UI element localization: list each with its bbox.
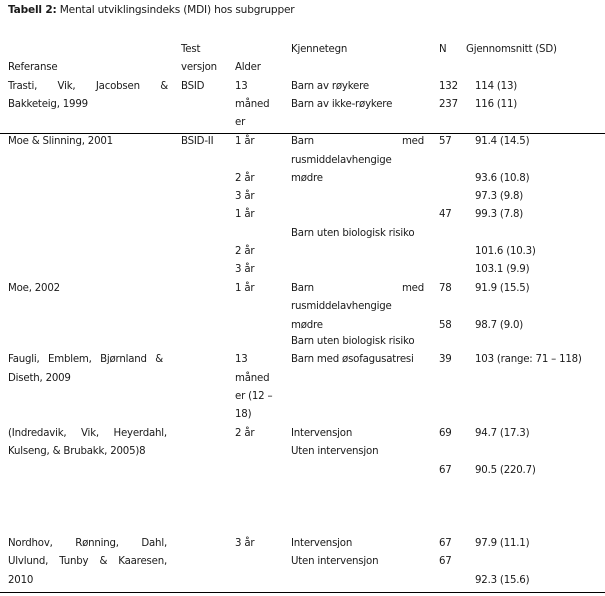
moe2001-alder-2: 2 år (235, 173, 255, 184)
ref-word: Dahl, (141, 538, 167, 549)
moe2001-alder-6: 3 år (235, 264, 255, 275)
moe2001-mean-1: 91.4 (14.5) (475, 136, 530, 147)
nordhov-kjennetegn-2: Uten intervensjon (291, 556, 379, 567)
nordhov-reference-line3: 2010 (8, 575, 34, 586)
ref-word: Heyerdahl, (113, 428, 167, 439)
indredavik-reference-line1 (8, 428, 167, 440)
trasti-mean-1: 114 (13) (475, 81, 517, 92)
indredavik-kjennetegn-2: Uten intervensjon (291, 446, 379, 457)
trasti-alder-2: måned (235, 99, 270, 110)
trasti-n-2: 237 (439, 99, 458, 110)
trasti-alder-3: er (235, 117, 246, 128)
moe2002-mean-1: 91.9 (15.5) (475, 283, 530, 294)
indredavik-n-2: 67 (439, 465, 452, 476)
trasti-alder-1: 13 (235, 81, 248, 92)
faugli-mean: 103 (range: 71 – 118) (475, 354, 582, 365)
ref-word: Rønning, (75, 538, 119, 549)
moe2001-mean-6: 103.1 (9.9) (475, 264, 530, 275)
moe2002-reference: Moe, 2002 (8, 283, 60, 294)
trasti-reference-line1 (8, 81, 168, 93)
moe2002-n-1: 78 (439, 283, 452, 294)
moe2002-kjennetegn-line3: mødre (291, 320, 323, 331)
ref-word: Vik, (81, 428, 99, 439)
ref-word: & (160, 81, 168, 92)
table-caption (8, 4, 294, 16)
ref-word: Vik, (57, 81, 76, 92)
moe2001-alder-1: 1 år (235, 136, 255, 147)
nordhov-n-1: 67 (439, 538, 452, 549)
faugli-alder-3: er (12 – (235, 391, 273, 402)
moe2001-alder-3: 3 år (235, 191, 255, 202)
moe2001-reference: Moe & Slinning, 2001 (8, 136, 113, 147)
moe2002-kjennetegn-line1 (291, 283, 424, 295)
indredavik-mean-2: 90.5 (220.7) (475, 465, 536, 476)
indredavik-kjennetegn-1: Intervensjon (291, 428, 353, 439)
faugli-alder-4: 18) (235, 409, 252, 420)
moe2001-alder-5: 2 år (235, 246, 255, 257)
kj-word: med (401, 283, 424, 294)
kj-word: Barn (291, 136, 314, 147)
indredavik-alder: 2 år (235, 428, 255, 439)
ref-word: Tunby (59, 556, 89, 567)
moe2001-mean-2: 93.6 (10.8) (475, 173, 530, 184)
ref-word: & (155, 354, 163, 365)
nordhov-n-2: 67 (439, 556, 452, 567)
trasti-reference-line2: Bakketeig, 1999 (8, 99, 88, 110)
moe2001-kjennetegn-line4: Barn uten biologisk risiko (291, 228, 415, 239)
faugli-reference-line1 (8, 354, 163, 366)
indredavik-n-1: 69 (439, 428, 452, 439)
trasti-n-1: 132 (439, 81, 458, 92)
moe2001-mean-4: 99.3 (7.8) (475, 209, 524, 220)
header-test-line1: Test (181, 44, 201, 55)
ref-word: Ulvlund, (8, 556, 49, 567)
moe2002-kjennetegn-line2: rusmiddelavhengige (291, 301, 392, 312)
header-referanse: Referanse (8, 62, 58, 73)
ref-word: & (99, 556, 108, 567)
indredavik-mean-1: 94.7 (17.3) (475, 428, 530, 439)
bottom-rule (0, 592, 605, 593)
moe2001-mean-3: 97.3 (9.8) (475, 191, 524, 202)
header-gjennomsnitt: Gjennomsnitt (SD) (466, 44, 557, 55)
moe2001-kjennetegn-line1 (291, 136, 424, 148)
header-divider-rule (0, 133, 605, 134)
ref-word: Kaaresen, (118, 556, 167, 567)
nordhov-reference-line2 (8, 556, 167, 568)
trasti-kjennetegn-1: Barn av røykere (291, 81, 369, 92)
moe2001-alder-4: 1 år (235, 209, 255, 220)
kj-word: med (401, 136, 424, 147)
nordhov-mean-2: 92.3 (15.6) (475, 575, 530, 586)
faugli-reference-line2: Diseth, 2009 (8, 373, 71, 384)
faugli-alder-2: måned (235, 373, 270, 384)
nordhov-kjennetegn-1: Intervensjon (291, 538, 353, 549)
ref-word: Trasti, (8, 81, 38, 92)
header-test-line2: versjon (181, 62, 217, 73)
moe2001-test: BSID-II (181, 136, 214, 147)
trasti-mean-2: 116 (11) (475, 99, 517, 110)
header-kjennetegn: Kjennetegn (291, 44, 348, 55)
moe2002-mean-2: 98.7 (9.0) (475, 320, 524, 331)
ref-word: Jacobsen (95, 81, 140, 92)
faugli-alder-1: 13 (235, 354, 248, 365)
moe2001-kjennetegn-line3: mødre (291, 173, 323, 184)
moe2001-n-2: 47 (439, 209, 452, 220)
moe2001-n-1: 57 (439, 136, 452, 147)
moe2002-n-2: 58 (439, 320, 452, 331)
ref-word: Nordhov, (8, 538, 53, 549)
ref-word: Bjørnland (100, 354, 147, 365)
kj-word: Barn (291, 283, 314, 294)
trasti-kjennetegn-2: Barn av ikke-røykere (291, 99, 393, 110)
indredavik-reference-line2: Kulseng, & Brubakk, 2005)8 (8, 446, 146, 457)
moe2001-kjennetegn-line2: rusmiddelavhengige (291, 155, 392, 166)
nordhov-alder: 3 år (235, 538, 255, 549)
moe2002-alder: 1 år (235, 283, 255, 294)
nordhov-mean-1: 97.9 (11.1) (475, 538, 530, 549)
nordhov-reference-line1 (8, 538, 167, 550)
ref-word: (Indredavik, (8, 428, 67, 439)
ref-word: Emblem, (48, 354, 92, 365)
trasti-test: BSID (181, 81, 205, 92)
header-alder: Alder (235, 62, 261, 73)
moe2001-mean-5: 101.6 (10.3) (475, 246, 536, 257)
ref-word: Faugli, (8, 354, 40, 365)
faugli-n: 39 (439, 354, 452, 365)
moe2002-kjennetegn-line4: Barn uten biologisk risiko (291, 336, 415, 347)
header-n: N (439, 44, 447, 55)
caption-label: Tabell 2: (8, 4, 57, 16)
faugli-kjennetegn: Barn med øsofagusatresi (291, 354, 414, 365)
caption-title: Mental utviklingsindeks (MDI) hos subgrupper (59, 4, 295, 16)
